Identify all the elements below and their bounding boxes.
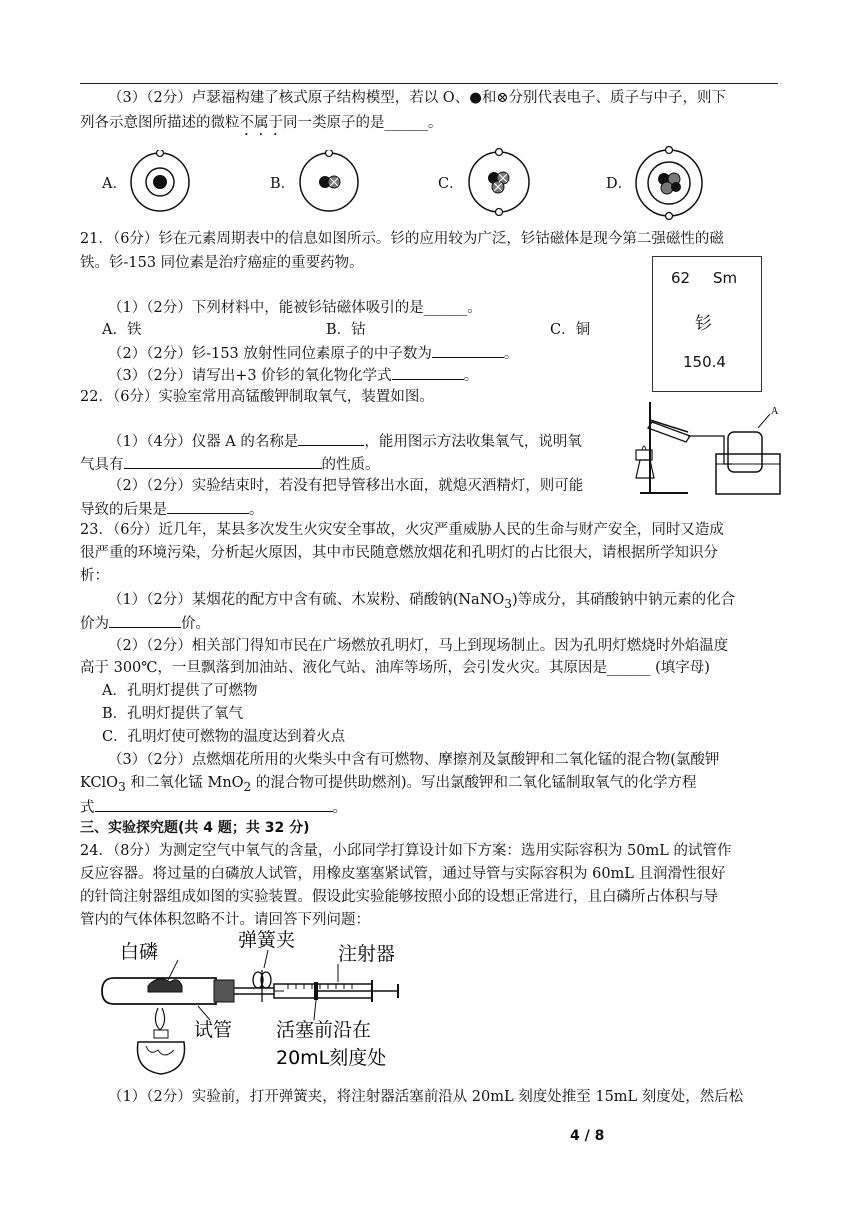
q23-sub1-blank [109,612,181,628]
q21-sub3-end: 。 [463,368,479,384]
q23-sub3-blank [95,796,333,812]
q22-sub2-line1: （2）（2分）实验结束时，若没有把导管移出水面，就熄灭酒精灯，则可能 [108,478,584,494]
element-name: 钐 [695,314,712,334]
q23-line1: 23．（6分）近几年，某县多次发生火灾安全事故，火灾严重威胁人民的生命与财产安全，同时又造成 [80,522,724,538]
q20-3-line2-pre: 列各示意图所描述的微粒 [80,115,240,131]
q21-line1: 21．（6分）钐在元素周期表中的信息如图所示。钐的应用较为广泛，钐钴磁体是现今第二强磁性的磁 [80,231,724,247]
apparatus-label-a: A [771,406,779,417]
q23-sub3-rest: 的混合物可提供助燃剂)。写出氯酸钾和二氧化锰制取氧气的化学方程 [251,775,697,791]
atom-option-d-label: D． [606,176,633,192]
label-syringe: 注射器 [338,943,396,965]
q23-sub1-a: （1）（2分）某烟花的配方中含有硫、木炭粉、硝酸钠(NaNO [108,592,505,608]
q22-sub1-d: 的性质。 [321,457,380,473]
q23-sub2-line2: 高于 300℃，一旦飘落到加油站、液化气站、油库等场所，会引发火灾。其原因是______ (填字母) [80,660,710,676]
element-mass: 150.4 [683,353,726,371]
q22-sub1-line2 [80,453,380,475]
q24-line2: 反应容器。将过量的白磷放人试管，用橡皮塞塞紧试管，通过导管与实际容积为 60mL 且润滑性很好 [80,866,726,882]
q20-3-emphasis: 不属于 [239,115,283,131]
q22-sub1-a: （1）（4分）仪器 A 的名称是 [108,434,299,450]
q23-sub3-kclo: KClO [80,775,119,791]
q24-line1: 24．（8分）为测定空气中氧气的含量，小邱同学打算设计如下方案：选用实际容积为 50mL 的试管作 [80,843,732,859]
q21-opt-a: A．铁 [102,322,142,338]
q21-sub2 [108,342,518,364]
q22-sub1-c: 气具有 [80,457,124,473]
q23-opt-a: A．孔明灯提供了可燃物 [102,683,258,699]
q22-sub2-line2 [80,498,264,520]
q23-sub1-b: )等成分，其硝酸钠中钠元素的化合 [511,592,736,608]
q21-line2: 铁。钐-153 同位素是治疗癌症的重要药物。 [80,255,364,271]
phosphorus-apparatus-figure [98,930,408,1080]
element-card-sm [652,256,762,392]
q21-sub2-text: （2）（2分）钐-153 放射性同位素原子的中子数为 [108,346,432,362]
q22-sub2-end: 。 [249,502,264,518]
q21-opt-b: B．钴 [326,322,366,338]
label-white-phosphorus: 白磷 [120,941,159,963]
q22-sub2-blank [167,498,249,514]
q22-sub1-b: ，能用图示方法收集氧气，说明氧 [364,434,582,450]
q23-sub2-line1: （2）（2分）相关部门得知市民在广场燃放孔明灯，马上到现场制止。因为孔明灯燃烧时外焰温度 [108,638,729,654]
header-rule [80,83,778,84]
q22-sub1-blank1 [298,430,364,446]
q22-sub1-blank2 [124,453,322,469]
q23-sub1-c: 价为 [80,616,109,632]
q23-sub3-subscript1: 3 [118,779,126,794]
q23-opt-b: B．孔明灯提供了氧气 [102,706,244,722]
q23-sub1-line2 [80,612,210,634]
q21-sub3 [108,364,478,386]
atom-option-c-label: C． [438,176,464,192]
label-spring-clip: 弹簧夹 [238,930,296,951]
section-3-title: 三、实验探究题(共 4 题；共 32 分) [80,820,310,836]
q21-sub1: （1）（2分）下列材料中，能被钐钴磁体吸引的是______。 [108,300,482,316]
q23-sub3-line2 [80,773,697,797]
element-atomic-number: 62 [671,269,691,287]
page-number: 4 / 8 [570,1128,605,1144]
q23-sub1-d: 价。 [181,616,210,632]
q21-sub2-end: 。 [503,346,519,362]
q21-sub2-blank [432,342,504,358]
label-piston-line1: 活塞前沿在 [276,1019,372,1041]
label-piston-line2: 20mL刻度处 [276,1047,387,1069]
q23-opt-c: C．孔明灯使可燃物的温度达到着火点 [102,729,346,745]
label-test-tube: 试管 [194,1019,233,1041]
q23-sub3-end: 。 [332,800,347,816]
q23-sub3-line3 [80,796,347,818]
atom-diagram-b [297,150,361,214]
q23-sub1-line1 [108,590,735,614]
atom-diagram-a [128,150,192,214]
q22-line1: 22．（6分）实验室常用高锰酸钾制取氧气，装置如图。 [80,389,434,405]
q20-3-line1: （3）（2分）卢瑟福构建了核式原子结构模型，若以 O、●和⊗分别代表电子、质子与中子，则下 [108,90,726,106]
atom-diagram-c [465,148,533,216]
element-symbol: Sm [713,269,738,287]
q20-3-line2 [80,113,443,139]
q21-opt-c: C．铜 [550,322,591,338]
q23-line3: 析： [80,568,109,584]
q23-sub3-c: 式 [80,800,95,816]
atom-option-b-label: B． [270,176,296,192]
q24-line4: 管内的气体体积忽略不计。请回答下列问题： [80,912,370,928]
q21-sub3-text: （3）（2分）请写出+3 价钐的氧化物化学式 [108,368,392,384]
q24-line3: 的针筒注射器组成如图的实验装置。假设此实验能够按照小邱的设想正常进行，且白磷所占体积与导 [80,889,718,905]
q23-sub1-subscript: 3 [504,596,512,611]
atom-diagram-d [632,146,706,220]
q24-sub1: （1）（2分）实验前，打开弹簧夹，将注射器活塞前沿从 20mL 刻度处推至 15mL 刻度处，然后松 [108,1089,744,1105]
q23-sub3-line1: （3）（2分）点燃烟花所用的火柴头中含有可燃物、摩擦剂及氯酸钾和二氧化锰的混合物(氯酸钾 [108,752,720,768]
q20-3-line2-post: 同一类原子的是______。 [283,115,443,131]
q22-sub1-line1 [108,430,582,452]
q23-line2: 很严重的环境污染，分析起火原因，其中市民随意燃放烟花和孔明灯的占比很大，请根据所学知识分 [80,545,718,561]
q21-sub3-blank [392,364,464,380]
q23-sub3-mno: 和二氧化锰 MnO [125,775,244,791]
oxygen-apparatus-figure [628,398,786,498]
q22-sub2-b: 导致的后果是 [80,502,167,518]
q23-sub3-subscript2: 2 [243,779,252,794]
atom-option-a-label: A． [102,176,127,192]
